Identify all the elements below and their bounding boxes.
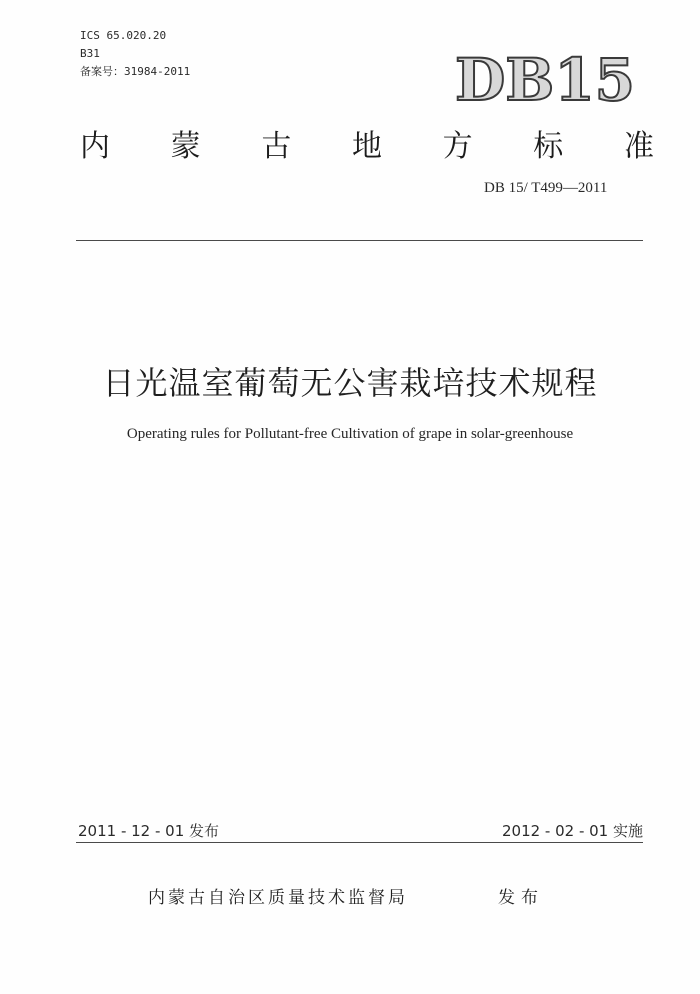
standard-type-char: 古 (261, 129, 292, 164)
implementation-date: 2012 - 02 - 01 实施 (501, 822, 643, 840)
standard-type-char: 内 (80, 129, 110, 164)
db15-logo: DB15 (455, 46, 636, 114)
standard-type-heading (80, 130, 654, 164)
issue-label: 发布 (498, 888, 544, 908)
record-number: 备案号：31984-2011 (80, 65, 191, 78)
ics-code: ICS 65.020.20 (80, 29, 167, 42)
document-title-chinese: 日光温室葡萄无公害栽培技术规程 (102, 364, 598, 402)
standard-type-char: 蒙 (170, 129, 201, 164)
document-title-english: Operating rules for Pollutant-free Cultivation of grape in solar-greenhouse (126, 426, 574, 442)
header-divider (76, 240, 643, 241)
footer-divider (76, 842, 643, 843)
standard-type-char: 地 (351, 129, 382, 164)
standard-type-char: 准 (623, 129, 654, 164)
standard-type-char: 方 (442, 129, 473, 164)
ccs-code: B31 (80, 47, 100, 60)
issue-date: 2011 - 12 - 01 发布 (78, 822, 220, 840)
standard-code: DB 15/ T499—2011 (484, 180, 608, 196)
standard-type-char: 标 (533, 129, 564, 164)
issuing-authority: 内蒙古自治区质量技术监督局 (148, 888, 408, 908)
